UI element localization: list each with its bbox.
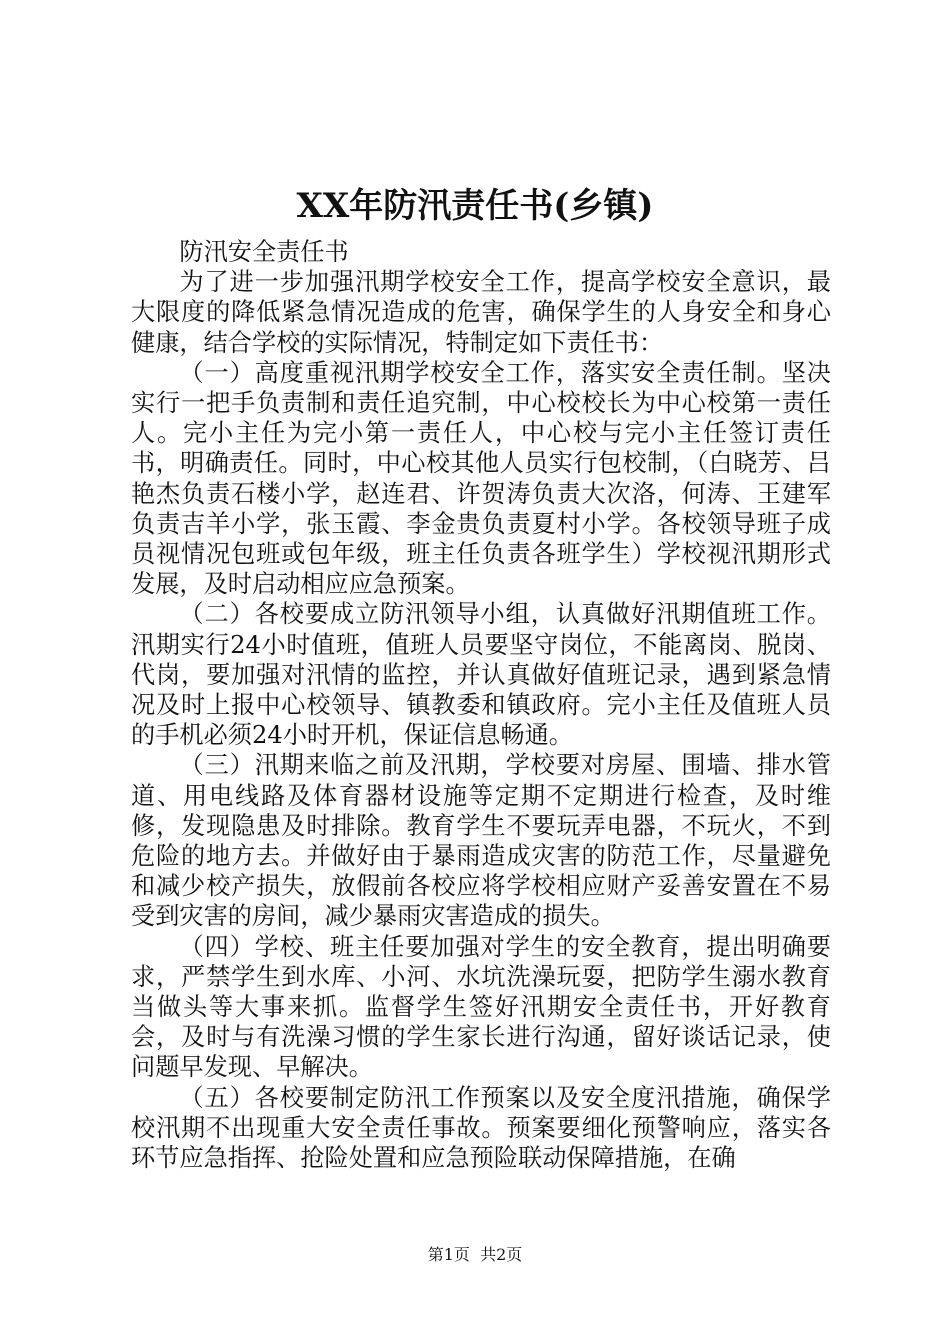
clause-paragraph-3: （三）汛期来临之前及汛期，学校要对房屋、围墙、排水管道、用电线路及体育器材设施等定期不定期进行检查，及时维修，发现隐患及时排除。教育学生不要玩弄电器，不玩火，不到危险的地方去。并做好由于暴雨造成灾害的防范工作，尽量避免和减少校产损失，放假前各校应将学校相应财产妥善安置在不易受到灾害的房间，减少暴雨灾害造成的损失。: [131, 751, 831, 931]
intro-paragraph: 为了进一步加强汛期学校安全工作，提高学校安全意识，最大限度的降低紧急情况造成的危害，确保学生的人身安全和身心健康，结合学校的实际情况，特制定如下责任书：: [131, 268, 831, 357]
clause-paragraph-2: （二）各校要成立防汛领导小组，认真做好汛期值班工作。汛期实行24小时值班，值班人员要坚守岗位，不能离岗、脱岗、代岗，要加强对汛情的监控，并认真做好值班记录，遇到紧急情况及时上报中心校领导、镇教委和镇政府。完小主任及值班人员的手机必须24小时开机，保证信息畅通。: [131, 600, 831, 750]
clause-paragraph-5: （五）各校要制定防汛工作预案以及安全度汛措施，确保学校汛期不出现重大安全责任事故。预案要细化预警响应，落实各环节应急指挥、抢险处置和应急预险联动保障措施，在确: [131, 1083, 831, 1173]
page-footer: [0, 1244, 950, 1266]
document-body: [131, 237, 831, 1173]
page-number: 第1页: [427, 1245, 470, 1264]
document-title: XX年防汛责任书(乡镇): [296, 186, 654, 226]
page-total: 共2页: [480, 1245, 523, 1264]
subtitle-paragraph: 防汛安全责任书: [179, 238, 349, 266]
clause-paragraph-4: （四）学校、班主任要加强对学生的安全教育，提出明确要求，严禁学生到水库、小河、水坑洗澡玩耍，把防学生溺水教育当做头等大事来抓。监督学生签好汛期安全责任书，开好教育会，及时与有洗澡习惯的学生家长进行沟通，留好谈话记录，使问题早发现、早解决。: [131, 932, 831, 1082]
clause-paragraph-1: （一）高度重视汛期学校安全工作，落实安全责任制。坚决实行一把手负责制和责任追究制，中心校校长为中心校第一责任人。完小主任为完小第一责任人，中心校与完小主任签订责任书，明确责任。同时，中心校其他人员实行包校制，（白晓芳、吕艳杰负责石楼小学，赵连君、许贺涛负责大次洛，何涛、王建军负责吉羊小学，张玉霞、李金贵负责夏村小学。各校领导班子成员视情况包班或包年级，班主任负责各班学生）学校视汛期形式发展，及时启动相应应急预案。: [131, 358, 831, 599]
